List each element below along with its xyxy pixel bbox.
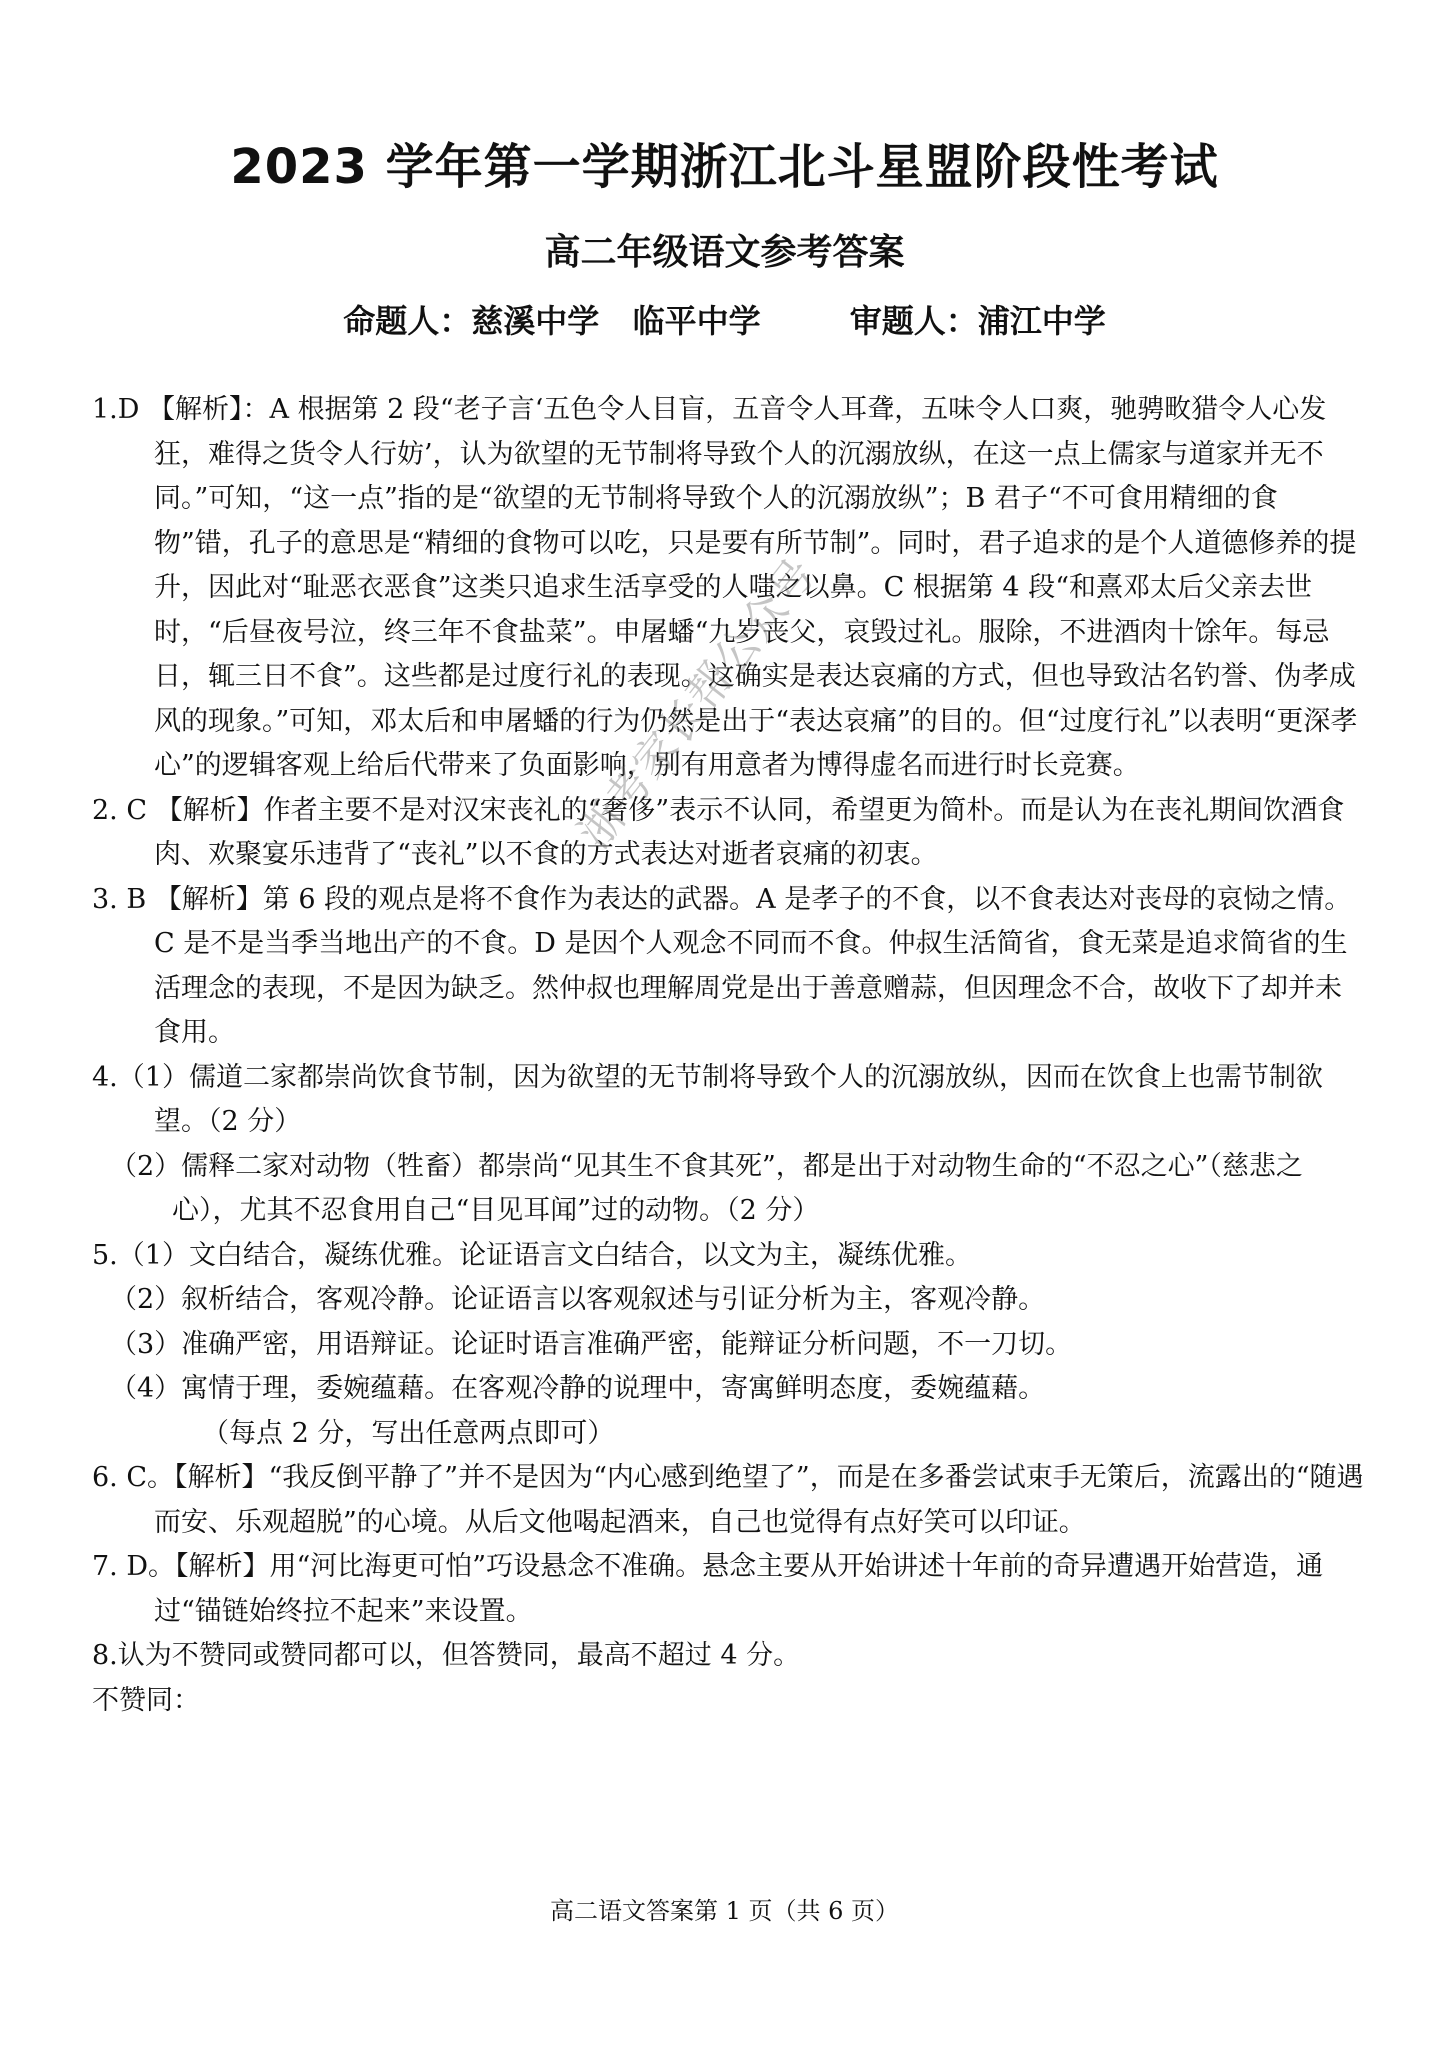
answer-2: 2. C 【解析】作者主要不是对汉宋丧礼的“奢侈”表示不认同，希望更为简朴。而是认为在丧礼期间饮酒食肉、欢聚宴乐违背了“丧礼”以不食的方式表达对逝者哀痛的初衷。	[92, 794, 1345, 870]
answer-4-part-2: （2）儒释二家对动物（牲畜）都崇尚“见其生不食其死”，都是出于对动物生命的“不忍之心”（慈悲之心），尤其不忍食用自己“目见耳闻”过的动物。（2 分）	[110, 1150, 1303, 1226]
watermark: 浙考家长帮公众号	[568, 549, 826, 859]
answer-1: 1.D 【解析】：A 根据第 2 段“老子言‘五色令人目盲，五音令人耳聋，五味令人口爽，驰骋畋猎令人心发狂，难得之货令人行妨’，认为欲望的无节制将导致个人的沉溺放纵，在这一点上儒家与道家并无不同。”可知，“这一点”指的是“欲望的无节制将导致个人的沉溺放纵”；B 君子“不可食用精细的食物”错，孔子的意思是“精细的食物可以吃，只是要有所节制”。同时，君子追求的是个人道德修养的提升，因此对“耻恶衣恶食”这类只追求生活享受的人嗤之以鼻。C 根据第 4 段“和熹邓太后父亲去世时，“后昼夜号泣，终三年不食盐菜”。申屠蟠“九岁丧父，哀毁过礼。服除，不进酒肉十馀年。每忌日，辄三日不食”。这些都是过度行礼的表现。这确实是表达哀痛的方式，但也导致沽名钓誉、伪孝成风的现象。”可知，邓太后和申屠蟠的行为仍然是出于“表达哀痛”的目的。但“过度行礼”以表明“更深孝心”的逻辑客观上给后代带来了负面影响，别有用意者为博得虚名而进行时长竞赛。	[92, 394, 1358, 781]
answer-5-part-3: （3）准确严密，用语辩证。论证时语言准确严密，能辩证分析问题，不一刀切。	[110, 1328, 1073, 1360]
answer-5-part-2: （2）叙析结合，客观冷静。论证语言以客观叙述与引证分析为主，客观冷静。	[110, 1284, 1046, 1315]
answer-4-part-1: 4.（1）儒道二家都崇尚饮食节制，因为欲望的无节制将导致个人的沉溺放纵，因而在饮食上也需节制欲望。（2 分）	[92, 1061, 1323, 1137]
page-footer: 高二语文答案第 1 页（共 6 页）	[549, 1897, 900, 1925]
answer-7: 7. D。【解析】用“河比海更可怕”巧设悬念不准确。悬念主要从开始讲述十年前的奇异遭遇开始营造，通过“锚链始终拉不起来”来设置。	[92, 1551, 1324, 1627]
answer-6: 6. C。【解析】“我反倒平静了”并不是因为“内心感到绝望了”，而是在多番尝试束手无策后，流露出的“随遇而安、乐观超脱”的心境。从后文他喝起酒来，自己也觉得有点好笑可以印证。	[92, 1462, 1364, 1538]
page-title: 2023 学年第一学期浙江北斗星盟阶段性考试	[230, 139, 1219, 195]
answer-5-scoring-note: （每点 2 分，写出任意两点即可）	[202, 1417, 615, 1449]
answer-8-disagree-heading: 不赞同：	[92, 1684, 200, 1716]
page-subtitle: 高二年级语文参考答案	[544, 232, 905, 273]
answer-content	[92, 388, 1367, 1723]
answer-5-part-1: 5.（1）文白结合，凝练优雅。论证语言文白结合，以文为主，凝练优雅。	[92, 1239, 972, 1271]
authors-line: 命题人：慈溪中学 临平中学 审题人：浦江中学	[343, 302, 1106, 340]
answer-3: 3. B 【解析】第 6 段的观点是将不食作为表达的武器。A 是孝子的不食，以不食表达对丧母的哀恸之情。C 是不是当季当地出产的不食。D 是因个人观念不同而不食。仲叔生活简省，食无菜是追求简省的生活理念的表现，不是因为缺乏。然仲叔也理解周党是出于善意赠蒜，但因理念不合，故收下了却并未食用。	[92, 883, 1352, 1048]
answer-5-part-4: （4）寓情于理，委婉蕴藉。在客观冷静的说理中，寄寓鲜明态度，委婉蕴藉。	[110, 1373, 1046, 1404]
answer-8: 8.认为不赞同或赞同都可以，但答赞同，最高不超过 4 分。	[92, 1640, 801, 1671]
